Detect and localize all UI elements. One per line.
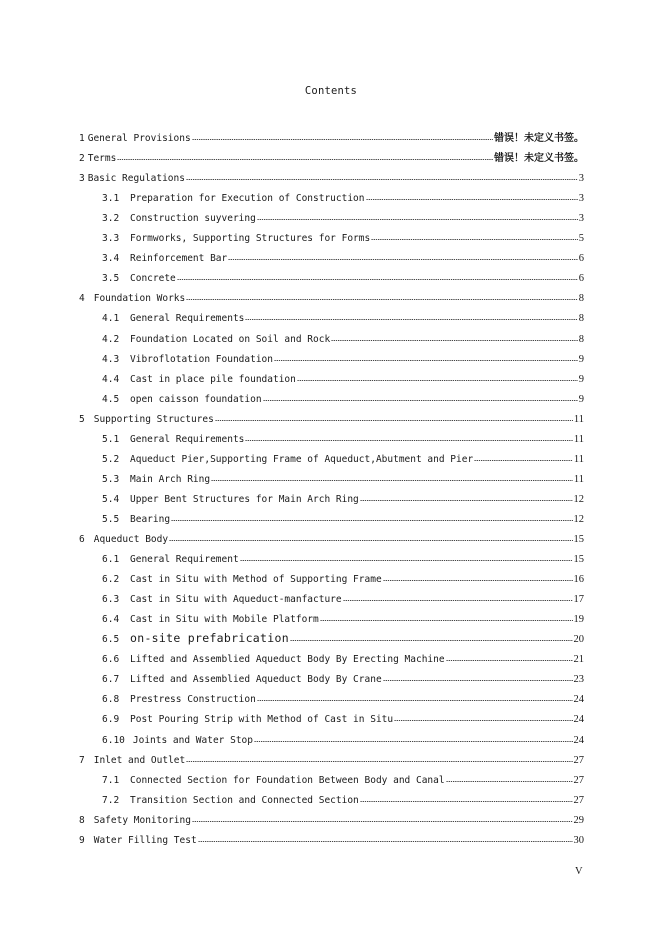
dot-leader: [366, 192, 578, 201]
toc-entry-title: Cast in place pile foundation: [130, 373, 296, 385]
toc-entry-number: 6.2: [102, 574, 120, 586]
toc-entry[interactable]: [102, 649, 584, 665]
dot-leader: [245, 312, 577, 321]
dot-leader: [192, 132, 493, 141]
toc-entry-page: 19: [573, 614, 584, 626]
toc-entry-number: 5.4: [102, 493, 120, 505]
toc-entry[interactable]: [102, 228, 584, 244]
toc-entry-page: 9: [578, 393, 584, 405]
toc-entry[interactable]: [102, 369, 584, 385]
toc-entry-page: 23: [573, 674, 584, 686]
toc-entry[interactable]: [102, 669, 584, 685]
toc-entry[interactable]: [79, 148, 584, 164]
dot-leader: [446, 774, 573, 783]
toc-entry-page: 12: [573, 513, 584, 525]
toc-entry-title: Reinforcement Bar: [130, 253, 228, 265]
toc-entry-number: 6.4: [102, 614, 120, 626]
dot-leader: [331, 333, 578, 342]
toc-entry-page: 6: [578, 253, 584, 265]
toc-entry[interactable]: [102, 489, 584, 505]
toc-entry-number: 9: [79, 834, 85, 846]
toc-entry[interactable]: [102, 549, 584, 565]
toc-entry-number: 3: [79, 173, 85, 185]
toc-entry[interactable]: [102, 770, 584, 786]
toc-entry[interactable]: [102, 208, 584, 224]
toc-entry-number: 6.10: [102, 734, 125, 746]
toc-entry-title: Construction suyvering: [130, 213, 256, 225]
toc-entry-title: Aqueduct Body: [93, 534, 169, 545]
dot-leader: [394, 713, 572, 722]
dot-leader: [228, 252, 578, 261]
toc-entry-number: 5.2: [102, 453, 120, 465]
toc-entry-title: Cast in Situ with Mobile Platform: [130, 614, 319, 626]
dot-leader: [320, 613, 573, 622]
toc-entry[interactable]: [79, 529, 584, 545]
toc-entry[interactable]: [102, 308, 584, 324]
toc-entry-page: 27: [573, 754, 584, 766]
toc-entry-number: 6.9: [102, 714, 120, 726]
dot-leader: [186, 172, 578, 181]
toc-entry-title: Connected Section for Foundation Between Body and Canal: [130, 774, 445, 786]
dot-leader: [360, 493, 573, 502]
toc-entry-number: 1: [79, 133, 85, 144]
toc-entry[interactable]: [102, 709, 584, 725]
toc-entry-page: 15: [573, 534, 584, 545]
toc-entry[interactable]: [102, 689, 584, 705]
toc-entry-title: Supporting Structures: [93, 413, 214, 425]
dot-leader: [171, 513, 572, 522]
toc-entry-title: Foundation Works: [93, 293, 186, 305]
dot-leader: [186, 292, 578, 301]
toc-entry-page: 5: [578, 233, 584, 245]
page-title: Contents: [304, 85, 358, 97]
toc-entry-page: 16: [573, 574, 584, 586]
toc-entry-page: 6: [578, 273, 584, 285]
page-number-footer: V: [575, 866, 583, 877]
toc-entry[interactable]: [102, 389, 584, 405]
toc-entry-title: Basic Regulations: [87, 173, 185, 185]
toc-entry-number: 3.3: [102, 233, 120, 245]
toc-entry-page: 29: [573, 814, 584, 826]
dot-leader: [297, 373, 578, 382]
toc-entry-title: General Provisions: [87, 133, 191, 144]
toc-entry-page: 9: [578, 353, 584, 365]
dot-leader: [274, 353, 578, 362]
dot-leader: [186, 754, 572, 763]
toc-entry[interactable]: [102, 188, 584, 204]
toc-entry[interactable]: [102, 609, 584, 625]
toc-entry-page: 12: [573, 493, 584, 505]
toc-entry-page: 30: [573, 834, 584, 846]
toc-entry-page: 27: [573, 794, 584, 806]
toc-entry-page: 24: [573, 734, 584, 746]
toc-entry-page: 24: [573, 714, 584, 726]
dot-leader: [169, 533, 572, 542]
toc-entry-title: Foundation Located on Soil and Rock: [130, 333, 331, 345]
toc-entry-page: 3: [578, 173, 584, 185]
toc-entry[interactable]: [79, 830, 584, 846]
toc-entry[interactable]: [79, 810, 584, 826]
toc-entry-title: Preparation for Execution of Construction: [130, 193, 365, 205]
toc-entry-number: 6.3: [102, 594, 120, 606]
toc-entry-page: 3: [578, 213, 584, 225]
toc-entry-title: General Requirements: [130, 433, 245, 445]
toc-entry[interactable]: [102, 469, 584, 485]
toc-entry-title: Formworks, Supporting Structures for Forms: [130, 233, 371, 245]
toc-entry-title: Safety Monitoring: [93, 814, 191, 826]
toc-entry-number: 3.4: [102, 253, 120, 265]
toc-entry-page: 3: [578, 193, 584, 205]
toc-entry-page: 错误！未定义书签。: [494, 133, 584, 144]
toc-entry-number: 5: [79, 413, 85, 425]
toc-entry-title: Prestress Construction: [130, 694, 256, 706]
toc-entry[interactable]: [79, 288, 584, 304]
toc-entry-number: 6.8: [102, 694, 120, 706]
toc-entry-number: 5.3: [102, 473, 120, 485]
toc-entry-title: Terms: [87, 153, 117, 165]
toc-entry[interactable]: [102, 509, 584, 525]
toc-entry-number: 8: [79, 814, 85, 826]
toc-entry-page: 8: [578, 313, 584, 325]
dot-leader: [446, 653, 573, 662]
toc-entry[interactable]: [79, 750, 584, 766]
dot-leader: [117, 152, 493, 161]
dot-leader: [211, 473, 573, 482]
dot-leader: [383, 673, 573, 682]
toc-entry-number: 4.3: [102, 353, 120, 365]
toc-entry-title: Concrete: [130, 273, 176, 285]
toc-entry-title: on-site prefabrication: [130, 631, 289, 646]
toc-entry-number: 4: [79, 293, 85, 305]
toc-entry-title: General Requirements: [130, 313, 245, 325]
toc-entry-number: 6.5: [102, 634, 120, 646]
toc-entry-title: Transition Section and Connected Section: [130, 794, 359, 806]
toc-entry[interactable]: [102, 429, 584, 445]
toc-entry-page: 20: [573, 634, 584, 646]
dot-leader: [245, 433, 572, 442]
dot-leader: [198, 834, 573, 843]
toc-entry[interactable]: [102, 569, 584, 585]
toc-entry-title: Bearing: [130, 513, 171, 525]
toc-entry-number: 3.1: [102, 193, 120, 205]
toc-entry-page: 15: [573, 554, 584, 566]
dot-leader: [360, 794, 573, 803]
toc-entry[interactable]: [102, 629, 584, 645]
toc-entry-number: 5.1: [102, 433, 120, 445]
toc-entry[interactable]: [102, 349, 584, 365]
toc-entry-page: 17: [573, 594, 584, 606]
toc-entry[interactable]: [102, 248, 584, 264]
dot-leader: [383, 573, 573, 582]
toc-entry[interactable]: [102, 589, 584, 605]
toc-entry[interactable]: [102, 329, 584, 345]
toc-entry-title: Joints and Water Stop: [132, 734, 253, 746]
toc-entry[interactable]: [102, 730, 584, 746]
toc-entry-page: 11: [573, 433, 584, 445]
toc-entry-number: 3.5: [102, 273, 120, 285]
toc-entry-page: 27: [573, 774, 584, 786]
dot-leader: [215, 413, 573, 422]
toc-entry-title: Main Arch Ring: [130, 473, 211, 485]
dot-leader: [177, 272, 578, 281]
toc-entry-title: Lifted and Assemblied Aqueduct Body By Erecting Machine: [130, 654, 445, 666]
toc-entry-number: 7.2: [102, 794, 120, 806]
toc-entry-number: 4.5: [102, 393, 120, 405]
toc-entry-title: Cast in Situ with Aqueduct-manfacture: [130, 594, 342, 606]
toc-entry-number: 6.7: [102, 674, 120, 686]
dot-leader: [240, 553, 573, 562]
toc-entry-title: Vibroflotation Foundation: [130, 353, 273, 365]
toc-entry-title: Aqueduct Pier,Supporting Frame of Aqueduct,Abutment and Pier: [130, 453, 474, 465]
toc-entry-page: 24: [573, 694, 584, 706]
dot-leader: [192, 814, 573, 823]
toc-entry-page: 21: [573, 654, 584, 666]
toc-entry-title: Inlet and Outlet: [93, 754, 186, 766]
toc-entry-page: 错误！未定义书签。: [494, 153, 584, 165]
toc-entry-page: 8: [578, 333, 584, 345]
toc-entry-title: Lifted and Assemblied Aqueduct Body By Crane: [130, 674, 382, 686]
toc-entry-title: General Requirement: [130, 554, 239, 566]
toc-entry-number: 3.2: [102, 213, 120, 225]
toc-entry[interactable]: [102, 268, 584, 284]
dot-leader: [371, 232, 578, 241]
toc-entry[interactable]: [79, 168, 584, 184]
toc-entry[interactable]: [102, 449, 584, 465]
dot-leader: [254, 734, 573, 743]
toc-entry-page: 9: [578, 373, 584, 385]
toc-entry-title: Post Pouring Strip with Method of Cast in Situ: [130, 714, 394, 726]
dot-leader: [257, 693, 573, 702]
toc-entry-number: 5.5: [102, 513, 120, 525]
toc-entry-number: 4.4: [102, 373, 120, 385]
dot-leader: [343, 593, 573, 602]
toc-entry-number: 6.1: [102, 554, 120, 566]
toc-entry[interactable]: [79, 409, 584, 425]
toc-entry-page: 11: [573, 473, 584, 485]
toc-entry-number: 4.2: [102, 333, 120, 345]
toc-entry-number: 6: [79, 534, 85, 545]
dot-leader: [290, 633, 573, 642]
toc-entry-title: Upper Bent Structures for Main Arch Ring: [130, 493, 359, 505]
toc-entry-page: 8: [578, 293, 584, 305]
toc-entry-title: Water Filling Test: [93, 834, 197, 846]
toc-entry-number: 6.6: [102, 654, 120, 666]
dot-leader: [474, 453, 573, 462]
toc-entry-number: 7.1: [102, 774, 120, 786]
toc-entry-number: 7: [79, 754, 85, 766]
toc-entry-page: 11: [573, 413, 584, 425]
toc-entry-page: 11: [573, 453, 584, 465]
toc-entry[interactable]: [79, 128, 584, 144]
toc-entry-number: 2: [79, 153, 85, 165]
toc-entry-title: Cast in Situ with Method of Supporting Frame: [130, 574, 382, 586]
toc-entry-number: 4.1: [102, 313, 120, 325]
toc-entry[interactable]: [102, 790, 584, 806]
dot-leader: [263, 393, 578, 402]
toc-entry-title: open caisson foundation: [130, 393, 262, 405]
dot-leader: [257, 212, 578, 221]
